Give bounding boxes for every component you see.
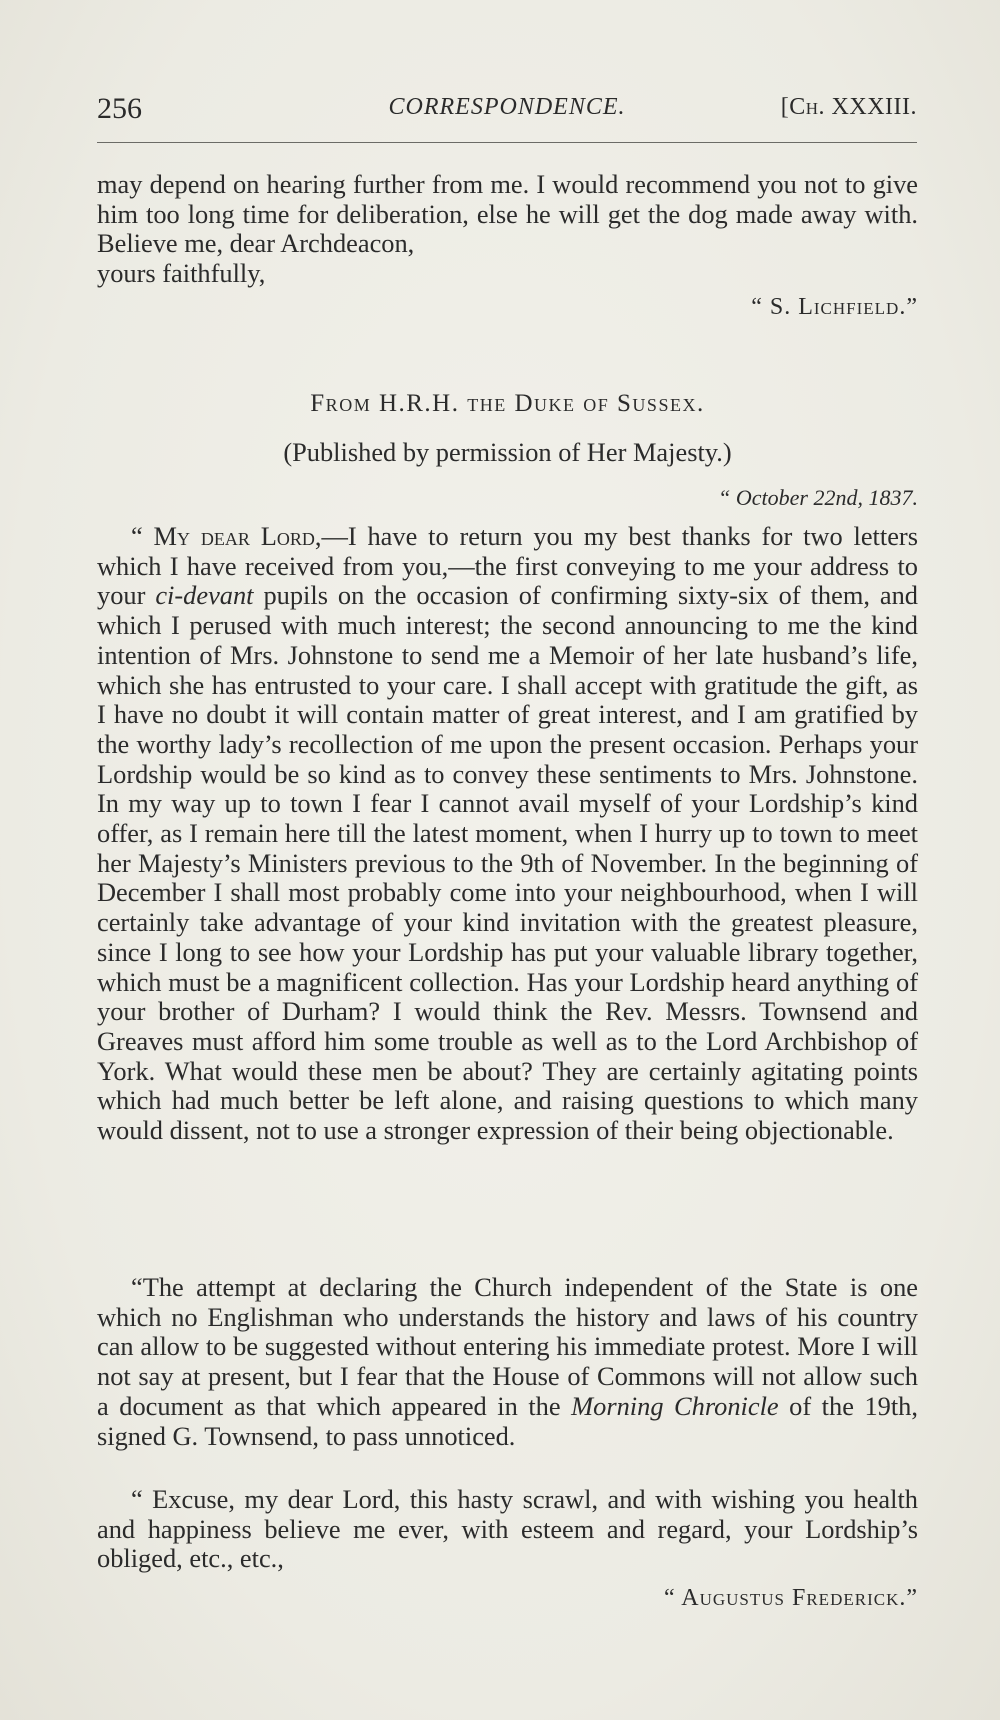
letter-sussex-paragraph-1 <box>97 522 918 1146</box>
section-subheading: (Published by permission of Her Majesty.) <box>283 437 732 467</box>
paragraph-1-italic: ci-devant <box>155 580 254 611</box>
running-title: CORRESPONDENCE. <box>388 94 626 120</box>
letter-sussex-paragraph-3: “ Excuse, my dear Lord, this hasty scrawl, and with wishing you health and happiness believe me ever, with esteem and regard, your Lordship’s obliged, etc., etc., <box>97 1484 918 1574</box>
letter-date: “ October 22nd, 1837. <box>718 485 918 510</box>
paragraph-2-italic: Morning Chronicle <box>571 1390 779 1421</box>
header-rule <box>97 142 917 143</box>
page-number: 256 <box>97 92 142 125</box>
letter-lichfield-text: may depend on hearing further from me. I would recommend you not to give him too long time for deliberation, else he will get the dog made away with. Believe me, dear Archdeacon, <box>97 169 918 259</box>
letter-lichfield-valediction: yours faithfully, <box>97 258 266 289</box>
signature-augustus-frederick: “ Augustus Frederick.” <box>663 1585 918 1611</box>
chapter-label: [Ch. XXXIII. <box>780 94 917 120</box>
letter-sussex-paragraph-2 <box>97 1273 918 1451</box>
letter-lichfield-closing <box>97 170 918 289</box>
salutation: “ My dear Lord, <box>131 521 322 551</box>
paragraph-2-text-b: of the 19th, signed G. Townsend, to pass unnoticed. <box>97 1390 918 1451</box>
paragraph-2-text-a: “The attempt at declaring the Church independent of the State is one which no Englishman who understands the history and laws of his country can allow to be suggested without entering his immediate protest. More I will not say at present, but I fear that the House of Commons will not allow such a document as that which appeared in the <box>97 1272 918 1421</box>
signature-lichfield: “ S. Lichfield.” <box>751 294 918 320</box>
paragraph-1-text-a: —I have to return you my best thanks for two letters which I have received from you,—the first conveying to me your address to your <box>97 521 918 611</box>
paragraph-1-text-b: pupils on the occasion of confirming sixty-six of them, and which I perused with much interest; the second announcing to me the kind intention of Mrs. Johnstone to send me a Memoir of her late husband’s life, which she has entrusted to your care. I shall accept with gratitude the gift, as I have no doubt it will contain matter of great interest, and I am gratified by the worthy lady’s recollection of me upon the present occasion. Perhaps your Lordship would be so kind as to convey these sentiments to Mrs. Johnstone. In my way up to town I fear I cannot avail myself of your Lordship’s kind offer, as I remain here till the latest moment, when I hurry up to town to meet her Majesty’s Ministers previous to the 9th of November. In the beginning of December I shall most probably come into your neighbourhood, when I will certainly take advantage of your kind invitation with the greatest pleasure, since I long to see how your Lordship has put your valuable library together, which must be a magnificent collection. Has your Lordship heard anything of your brother of Durham? I would think the Rev. Messrs. Townsend and Greaves must afford him some trouble as well as to the Lord Archbishop of York. What would these men be about? They are certainly agitating points which had much better be left alone, and raising questions to which many would dissent, not to use a stronger expression of their being objectionable. <box>97 580 918 1146</box>
section-heading: From H.R.H. the Duke of Sussex. <box>310 390 705 417</box>
running-head <box>97 92 917 128</box>
